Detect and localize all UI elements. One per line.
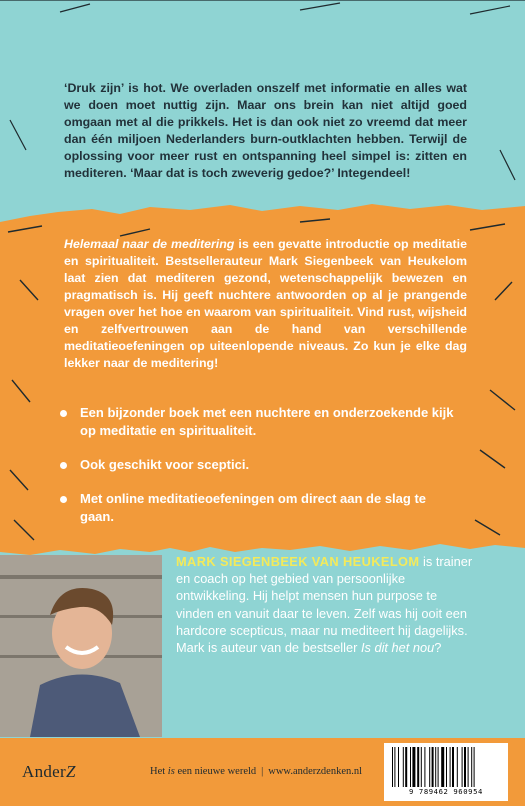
list-item: Een bijzonder boek met een nuchtere en onderzoekende kijk op meditatie en spiritualiteit.: [60, 404, 460, 440]
list-item: Met online meditatieoefeningen om direct aan de slag te gaan.: [60, 490, 460, 526]
description-paragraph: [64, 236, 467, 372]
bullet-dot-icon: [60, 496, 67, 503]
book-title: Helemaal naar de meditering: [64, 237, 235, 251]
intro-paragraph: ‘Druk zijn’ is hot. We overladen onszelf met informatie en alles wat we doen moet nuttig zijn. Maar ons brein kan niet altijd goed omgaan met al die prikkels. Het is dan ook niet zo vreemd dat meer dan één miljoen Nederlanders burn-outklachten hebben. Terwijl de oplossing voor meer rust en ontspanning heel simpel is: zitten en mediteren. ‘Maar dat is toch zweverig gedoe?’ Integendeel!: [64, 81, 467, 180]
publisher-tagline: Het is een nieuwe wereld | www.anderzdenken.nl: [150, 766, 363, 777]
author-name: MARK SIEGENBEEK VAN HEUKELOM: [176, 554, 420, 569]
description-text: is een gevatte introductie op meditatie en spiritualiteit. Bestsellerauteur Mark Siegenbeek van Heukelom laat zien dat mediteren gezond, wetenschappelijk bewezen en pragmatisch is. Hij geeft nuchtere antwoorden op al je prangende vragen over het hoe en waarom van spiritualiteit. Vind rust, wijsheid en zelfvertrouwen aan de hand van verschillende meditatieoefeningen op uiteenlopende niveaus. Zo kun je elke dag lekker naar de meditering!: [64, 237, 467, 370]
publisher-logo: AnderZ: [22, 762, 76, 781]
list-item: Ook geschikt voor sceptici.: [60, 456, 460, 474]
isbn-barcode: [384, 743, 508, 801]
bullet-dot-icon: [60, 410, 67, 417]
author-photo: [0, 555, 162, 737]
bullet-dot-icon: [60, 462, 67, 469]
barcode-bars: [392, 747, 500, 787]
isbn-number: 9 789462 960954: [409, 787, 483, 796]
previous-book-title: Is dit het nou: [360, 640, 435, 656]
feature-list: [60, 404, 460, 542]
publisher-url: www.anderzdenken.nl: [268, 766, 363, 777]
author-bio: MARK SIEGENBEEK VAN HEUKELOM is trainer en coach op het gebied van persoonlijke ontwikkeling. Hij helpt mensen hun purpose te vinden en vanuit daar te leven. Zelf was hij ooit een hardcore scepticus, maar nu mediteert hij dagelijks. Mark is auteur van de bestseller Is dit het nou?: [176, 554, 473, 656]
